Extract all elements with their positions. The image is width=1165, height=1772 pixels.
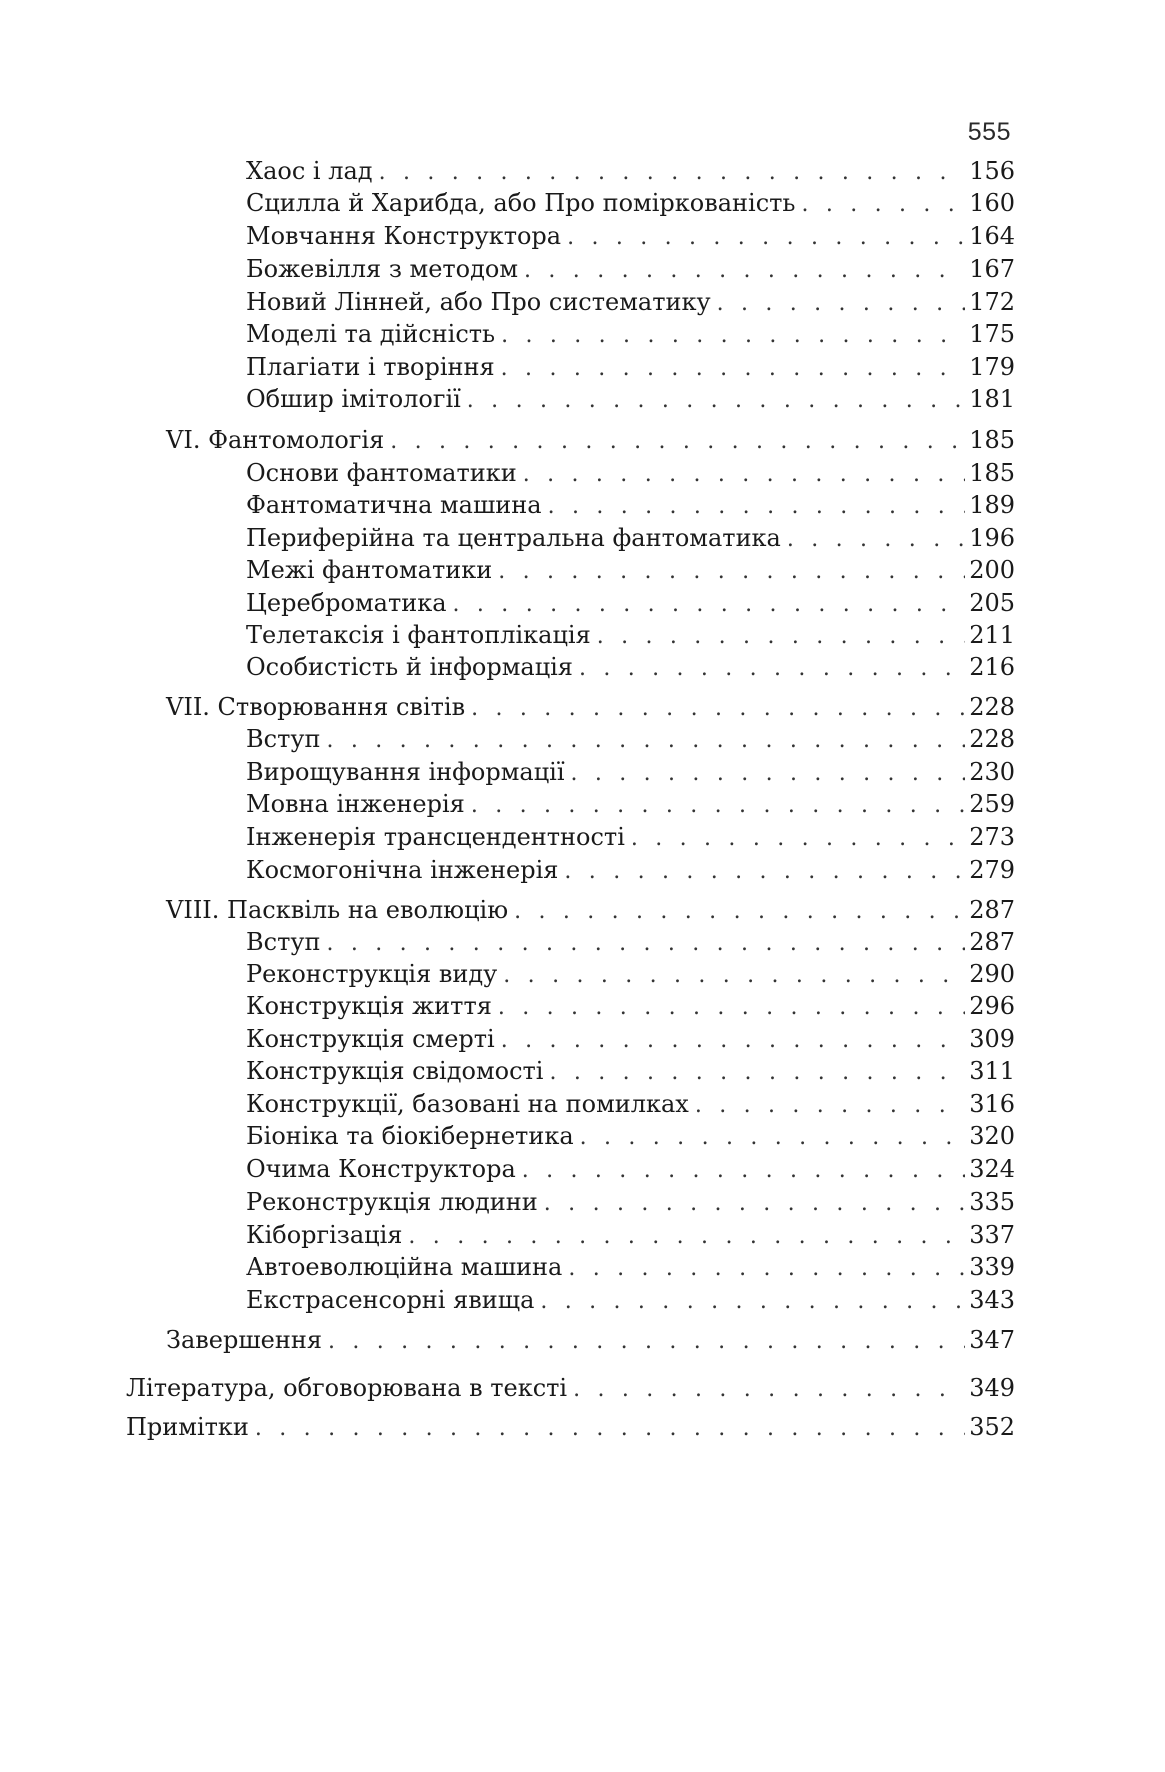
toc-entry[interactable] [246,724,1015,754]
dot-leader [328,1327,965,1357]
dot-leader [390,427,965,457]
toc-entry-page: 279 [969,856,1015,884]
toc-section-entry[interactable] [126,1373,1015,1403]
toc-entry-title: Екстрасенсорні явища [246,1286,535,1314]
toc-entry[interactable] [246,1285,1015,1315]
toc-entry[interactable] [246,789,1015,819]
dot-leader [564,857,965,887]
toc-entry-title: Вступ [246,928,321,956]
toc-entry[interactable] [246,287,1015,317]
toc-entry-page: 196 [969,524,1015,552]
toc-entry-title: Космогонічна інженерія [246,856,559,884]
page-number: 555 [967,118,1011,146]
toc-entry-title: Периферійна та центральна фантоматика [246,524,781,552]
toc-entry[interactable] [246,254,1015,284]
toc-entry-title: Сцилла й Харибда, або Про поміркованість [246,189,796,217]
toc-entry[interactable] [246,1187,1015,1217]
toc-entry[interactable] [246,959,1015,989]
toc-entry-title: Реконструкція людини [246,1188,538,1216]
toc-entry-page: 175 [969,320,1015,348]
toc-chapter-entry[interactable] [166,1325,1015,1355]
dot-leader [571,759,966,789]
toc-entry-title: Конструкції, базовані на помилках [246,1090,689,1118]
toc-entry[interactable] [246,555,1015,585]
toc-entry[interactable] [246,1089,1015,1119]
toc-entry[interactable] [246,156,1015,186]
dot-leader [522,1156,965,1186]
toc-entry-title: Вирощування інформації [246,758,565,786]
toc-entry[interactable] [246,1220,1015,1250]
toc-entry-title: Основи фантоматики [246,459,517,487]
dot-leader [568,1254,965,1284]
toc-entry[interactable] [246,991,1015,1021]
toc-entry-title: Моделі та дійсність [246,320,496,348]
toc-entry-title: Реконструкція виду [246,960,498,988]
toc-entry-page: 352 [969,1413,1015,1441]
dot-leader [326,726,965,756]
toc-entry-title: Божевілля з методом [246,255,519,283]
toc-entry-page: 167 [969,255,1015,283]
toc-entry[interactable] [246,221,1015,251]
dot-leader [503,961,965,991]
toc-entry[interactable] [246,1121,1015,1151]
toc-chapter-entry[interactable] [166,895,1015,925]
toc-entry-title: Література, обговорювана в тексті [126,1374,568,1402]
toc-entry-title: Мовна інженерія [246,790,465,818]
toc-entry-page: 337 [969,1221,1015,1249]
toc-entry-title: Фантоматична машина [246,491,542,519]
toc-entry[interactable] [246,319,1015,349]
dot-leader [580,1123,966,1153]
toc-entry-title: Обшир імітології [246,385,461,413]
toc-entry-page: 164 [969,222,1015,250]
toc-entry-page: 185 [969,426,1015,454]
toc-entry-title: VIII. Пасквіль на еволюцію [166,896,509,924]
toc-entry-title: Плагіати і творіння [246,353,495,381]
dot-leader [544,1189,965,1219]
dot-leader [408,1222,965,1252]
toc-entry-page: 200 [969,556,1015,584]
toc-entry-page: 273 [969,823,1015,851]
toc-entry-page: 185 [969,459,1015,487]
toc-entry-page: 189 [969,491,1015,519]
toc-entry-page: 205 [969,589,1015,617]
toc-entry-title: Особистість й інформація [246,653,573,681]
toc-entry-page: 339 [969,1253,1015,1281]
dot-leader [514,897,965,927]
toc-entry-page: 320 [969,1122,1015,1150]
toc-entry-title: Очима Конструктора [246,1155,516,1183]
toc-entry[interactable] [246,620,1015,650]
dot-leader [631,824,965,854]
toc-entry-page: 179 [969,353,1015,381]
toc-entry-page: 216 [969,653,1015,681]
dot-leader [573,1375,965,1405]
dot-leader [467,386,965,416]
dot-leader [548,492,966,522]
toc-entry-title: Мовчання Конструктора [246,222,562,250]
toc-chapter-entry[interactable] [166,425,1015,455]
toc-entry-page: 347 [969,1326,1015,1354]
dot-leader [801,190,965,220]
dot-leader [524,256,965,286]
toc-entry-page: 230 [969,758,1015,786]
toc-entry[interactable] [246,1252,1015,1282]
toc-entry-page: 316 [969,1090,1015,1118]
dot-leader [567,223,965,253]
dot-leader [255,1414,965,1444]
toc-entry-page: 228 [969,693,1015,721]
dot-leader [523,460,965,490]
toc-entry[interactable] [246,1056,1015,1086]
toc-entry[interactable] [246,188,1015,218]
toc-entry-page: 311 [969,1057,1015,1085]
toc-entry[interactable] [246,757,1015,787]
dot-leader [501,321,965,351]
toc-entry-title: Конструкція життя [246,992,492,1020]
dot-leader [498,993,965,1023]
toc-entry-title: VI. Фантомологія [166,426,385,454]
toc-entry-title: VII. Створювання світів [166,693,466,721]
toc-entry-title: Межі фантоматики [246,556,493,584]
toc-entry[interactable] [246,1024,1015,1054]
dot-leader [471,694,965,724]
toc-entry[interactable] [246,855,1015,885]
toc-entry[interactable] [246,523,1015,553]
toc-entry[interactable] [246,384,1015,414]
dot-leader [717,289,966,319]
toc-entry-title: Завершення [166,1326,322,1354]
toc-entry[interactable] [246,352,1015,382]
toc-entry-page: 290 [969,960,1015,988]
toc-entry-page: 287 [969,896,1015,924]
dot-leader [501,354,966,384]
toc-section-entry[interactable] [126,1412,1015,1442]
dot-leader [597,622,965,652]
dot-leader [501,1026,965,1056]
dot-leader [471,791,965,821]
toc-entry[interactable] [246,652,1015,682]
dot-leader [498,557,965,587]
toc-entry-page: 156 [969,157,1015,185]
dot-leader [579,654,965,684]
dot-leader [453,590,966,620]
dot-leader [787,525,965,555]
toc-entry[interactable] [246,822,1015,852]
toc-entry-page: 349 [969,1374,1015,1402]
toc-entry-title: Конструкція смерті [246,1025,495,1053]
toc-entry-page: 211 [969,621,1015,649]
toc-entry-title: Новий Лінней, або Про систематику [246,288,711,316]
toc-entry-page: 335 [969,1188,1015,1216]
toc-entry-page: 287 [969,928,1015,956]
toc-entry-page: 343 [969,1286,1015,1314]
toc-entry[interactable] [246,588,1015,618]
toc-entry[interactable] [246,458,1015,488]
dot-leader [326,929,965,959]
toc-entry-page: 324 [969,1155,1015,1183]
toc-entry-page: 296 [969,992,1015,1020]
toc-entry-title: Автоеволюційна машина [246,1253,563,1281]
toc-entry-title: Хаос і лад [246,157,373,185]
toc-entry-page: 259 [969,790,1015,818]
toc-entry-title: Телетаксія і фантоплікація [246,621,591,649]
toc-entry-title: Конструкція свідомості [246,1057,544,1085]
toc-entry[interactable] [246,1154,1015,1184]
dot-leader [540,1287,965,1317]
toc-entry[interactable] [246,927,1015,957]
toc-entry-title: Інженерія трансцендентності [246,823,625,851]
toc-entry-title: Примітки [126,1413,249,1441]
toc-entry-page: 228 [969,725,1015,753]
dot-leader [379,158,966,188]
toc-entry-title: Цереброматика [246,589,447,617]
toc-entry[interactable] [246,490,1015,520]
toc-entry-title: Кіборгізація [246,1221,403,1249]
toc-entry-page: 181 [969,385,1015,413]
toc-chapter-entry[interactable] [166,692,1015,722]
dot-leader [549,1058,965,1088]
toc-entry-title: Вступ [246,725,321,753]
dot-leader [695,1091,965,1121]
toc-entry-page: 160 [969,189,1015,217]
toc-entry-title: Біоніка та біокібернетика [246,1122,574,1150]
toc-entry-page: 172 [969,288,1015,316]
toc-entry-page: 309 [969,1025,1015,1053]
